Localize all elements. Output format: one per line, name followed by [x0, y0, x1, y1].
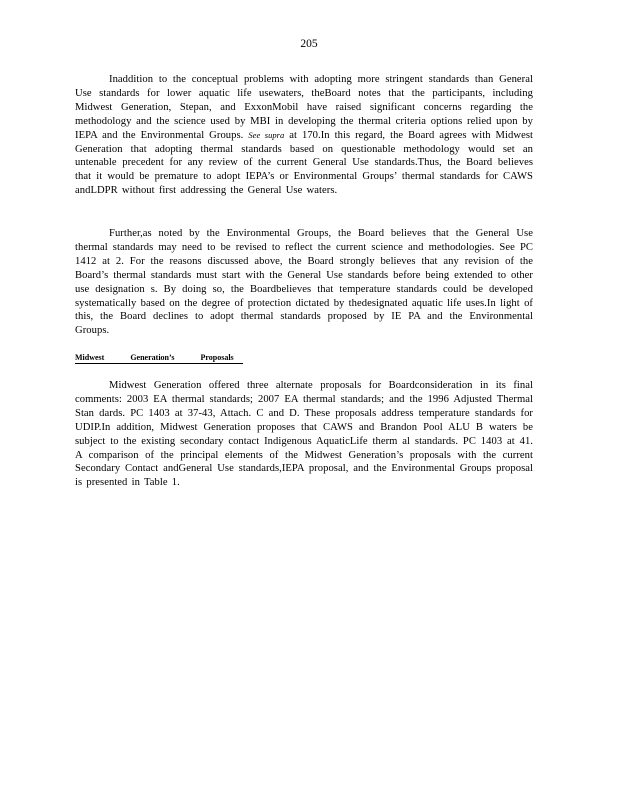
section-heading: Midwest Generation’s Proposals	[75, 352, 243, 364]
page-number: 205	[300, 38, 318, 50]
paragraph-1-text-b: at 170.In this regard, the Board agrees with Midwest Generation that adopting thermal standards based on questionable methodology would set an untenable precedent for any review of the current General Use standards.Thus, the Board believes that it would be premature to adopt IEPA’s or Environmental Groups’ thermal standards for CAWS andLDPR without first addressing the General Use waters.	[75, 129, 533, 197]
paragraph-2: Further,as noted by the Environmental Groups, the Board believes that the General Use thermal standards may need to be revised to reflect the current science and methodologies. See PC 1412 at 2. For the reasons discussed above, the Board strongly believes that any revision of the Board’s thermal standards must start with the General Use standards before being extended to other use designation s. By doing so, the Boardbelieves that temperature standards could be developed systematically based on the degree of protection dictated by thedesignated aquatic life uses.In light of this, the Board declines to adopt thermal standards proposed by IE PA and the Environmental Groups.	[75, 228, 533, 337]
paragraph-1	[75, 73, 533, 198]
paragraph-1-citation: See supra	[248, 129, 285, 140]
paragraph-1-text-a: Inaddition to the conceptual problems with adopting more stringent standards than General Use standards for lower aquatic life usewaters, theBoard notes that the participants, including Midwest Generation, Stepan, and ExxonMobil have raised significant concerns regarding the methodology and the science used by MBI in developing the thermal criteria options relied upon by IEPA and the Environmental Groups.	[75, 74, 533, 141]
paragraph-3: Midwest Generation offered three alternate proposals for Boardconsideration in its final comments: 2003 EA thermal standards; 2007 EA thermal standards; and the 1996 Adjusted Thermal Stan dards. PC 1403 at 37-43, Attach. C and D. These proposals address temperature standards for UDIP.In addition, Midwest Generation proposes that CAWS and Brandon Pool ALU B waters be subject to the existing secondary contact Indigenous AquaticLife therm al standards. PC 1403 at 41. A comparison of the principal elements of the Midwest Generation’s proposals with the current Secondary Contact andGeneral Use standards,IEPA proposal, and the Environmental Groups proposal is presented in Table 1.	[75, 380, 533, 489]
